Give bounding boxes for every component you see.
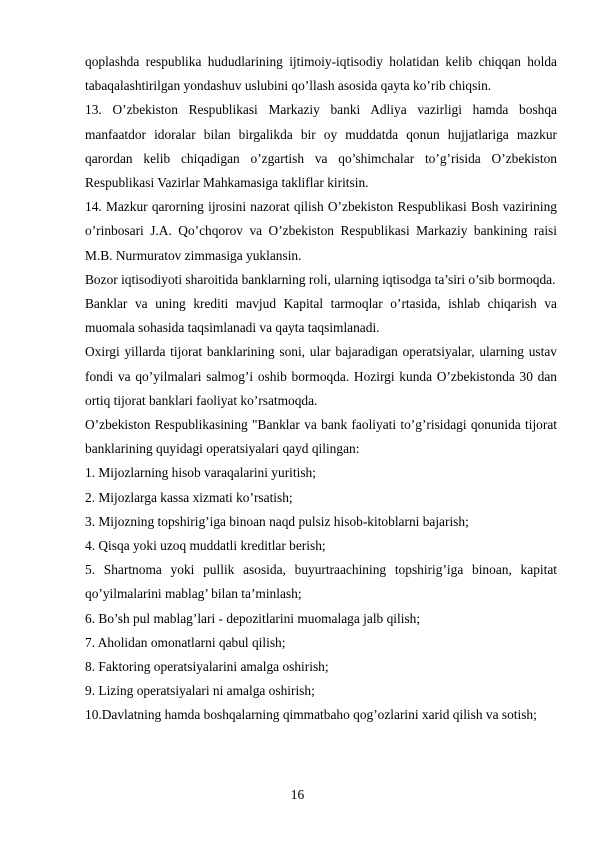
list-item-9: 9. Lizing operatsiyalari ni amalga oshirish; (85, 683, 315, 699)
list-item-7: 7. Aholidan omonatlarni qabul qilish; (85, 634, 286, 650)
paragraph-banking-law: O’zbekiston Respublikasining "Banklar va bank faoliyati to’g’risidagi qonunida tijorat banklarining quyidagi operatsiyalari qayd qilingan: (85, 417, 557, 457)
paragraph-market-economy: Bozor iqtisodiyoti sharoitida banklarning roli, ularning iqtisodga ta’siri o’sib bormoqda. (85, 271, 556, 287)
paragraph-item-13: 13. O’zbekiston Respublikasi Markaziy banki Adliya vazirligi hamda boshqa manfaatdor idoralar bilan birgalikda bir oy muddatda qonun hujjatlariga mazkur qarordan kelib chiqadigan o’zgartish va qo’shimchalar to’g’risida O’zbekiston Respublikasi Vazirlar Mahkamasiga takliflar kiritsin. (85, 102, 557, 191)
page-number: 16 (290, 787, 305, 802)
list-item-8: 8. Faktoring operatsiyalarini amalga oshirish; (85, 659, 329, 675)
paragraph-item-14: 14. Mazkur qarorning ijrosini nazorat qilish O’zbekiston Respublikasi Bosh vazirining o’rinbosari J.A. Qo’chqorov va O’zbekiston Respublikasi Markaziy bankining raisi M.B. Nurmuratov zimmasiga yuklansin. (85, 199, 557, 263)
list-item-3: 3. Mijozning topshirig’iga binoan naqd pulsiz hisob-kitoblarni bajarish; (85, 513, 469, 529)
paragraph-banks-credit: Banklar va uning krediti mavjud Kapital tarmoqlar o’rtasida, ishlab chiqarish va muomala sohasida taqsimlanadi va qayta taqsimlanadi. (85, 296, 557, 336)
paragraph-commercial-banks: Oxirgi yillarda tijorat banklarining soni, ular bajaradigan operatsiyalar, ularning ustav fondi va qo’yilmalari salmog’i oshib bormoqda. Hozirgi kunda O’zbekistonda 30 dan ortiq tijorat banklari faoliyat ko’rsatmoqda. (85, 344, 557, 408)
list-item-4: 4. Qisqa yoki uzoq muddatli kreditlar berish; (85, 538, 326, 554)
paragraph-continuation: qoplashda respublika hududlarining ijtimoiy-iqtisodiy holatidan kelib chiqqan holda tabaqalashtirilgan yondashuv uslubini qo’llash asosida qayta ko’rib chiqsin. (85, 54, 557, 94)
list-item-6: 6. Bo’sh pul mablag’lari - depozitlarini muomalaga jalb qilish; (85, 610, 421, 626)
list-item-2: 2. Mijozlarga kassa xizmati ko’rsatish; (85, 489, 293, 505)
list-item-5: 5. Shartnoma yoki pullik asosida, buyurtraachining topshirig’iga binoan, kapitat qo’yilmalarini mablag’ bilan ta’minlash; (85, 562, 557, 602)
list-item-10: 10.Davlatning hamda boshqalarning qimmatbaho qog’ozlarini xarid qilish va sotish; (85, 707, 537, 723)
list-item-1: 1. Mijozlarning hisob varaqalarini yuritish; (85, 465, 316, 481)
body-text (85, 50, 557, 728)
